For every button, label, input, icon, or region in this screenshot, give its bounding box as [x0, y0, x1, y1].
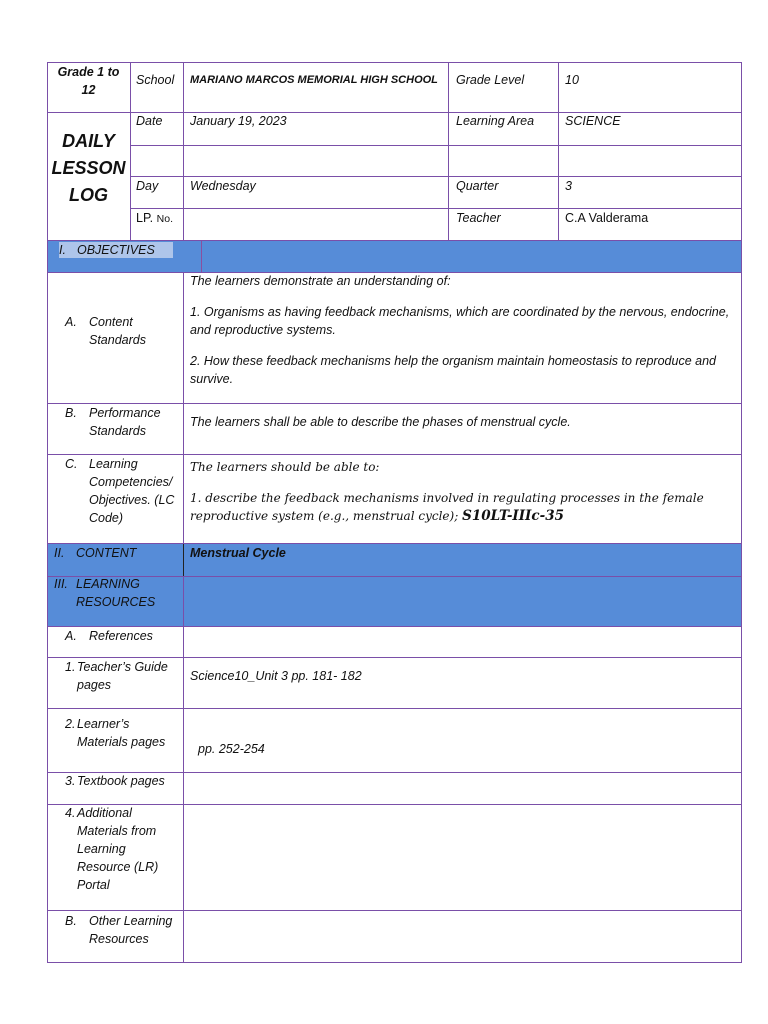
item-num: 3.	[65, 774, 76, 788]
resources-num: III.	[54, 577, 68, 591]
grid-line	[448, 62, 449, 241]
grid-line	[183, 62, 184, 241]
item-label: Additional Materials from Learning Resource (LR) Portal	[77, 806, 159, 892]
content-standards-label	[65, 313, 180, 349]
quarter-value: 3	[565, 179, 572, 193]
additional-materials-label	[65, 804, 180, 894]
item-label: Learning Competencies/ Objectives. (LC Code)	[89, 457, 175, 525]
grid-line	[183, 272, 184, 962]
item-num: 2.	[65, 717, 76, 731]
learners-materials-label	[65, 715, 180, 751]
item-letter: A.	[65, 629, 77, 643]
objectives-heading	[59, 241, 173, 259]
item-letter: C.	[65, 457, 78, 471]
competencies-point-1-text: 1. describe the feedback mechanisms involved in regulating processes in the female reproductive system (e.g., menstrual cycle);	[190, 491, 704, 523]
grid-line	[130, 62, 131, 241]
other-resources-label	[65, 912, 180, 948]
grid-line	[47, 543, 742, 544]
item-letter: B.	[65, 406, 77, 420]
grid-line	[183, 544, 184, 576]
lesson-log-title	[47, 128, 130, 209]
performance-standards-text: The learners shall be able to describe the phases of menstrual cycle.	[190, 415, 571, 429]
lp-label-main: LP.	[136, 211, 154, 225]
date-label: Date	[136, 114, 163, 128]
content-standards-point-1: 1. Organisms as having feedback mechanisms, which are coordinated by the nervous, endocrine, and reproductive systems.	[190, 305, 730, 337]
school-label: School	[136, 73, 175, 87]
item-label: Learner’s Materials pages	[77, 717, 166, 749]
item-num: 1.	[65, 660, 76, 674]
item-letter: B.	[65, 914, 77, 928]
content-standards-text	[190, 272, 735, 388]
grid-line	[47, 962, 742, 963]
item-label: References	[89, 629, 153, 643]
objectives-label: OBJECTIVES	[77, 243, 155, 257]
quarter-label: Quarter	[456, 179, 499, 193]
performance-standards-label	[65, 404, 180, 440]
competencies-point-1	[190, 489, 735, 525]
teachers-guide-label	[65, 658, 180, 694]
learning-area-label: Learning Area	[456, 114, 535, 128]
grade-level-label: Grade Level	[456, 73, 525, 87]
content-value: Menstrual Cycle	[190, 546, 286, 560]
content-label: CONTENT	[76, 546, 137, 560]
lp-label-small: No.	[156, 213, 173, 225]
learning-area-value: SCIENCE	[565, 114, 621, 128]
teacher-value: C.A Valderama	[565, 211, 649, 225]
learners-materials-value: pp. 252-254	[198, 742, 265, 756]
title-line: LOG	[69, 185, 108, 205]
item-label: Content Standards	[89, 315, 146, 347]
content-heading	[54, 544, 136, 562]
item-label: Textbook pages	[77, 774, 165, 788]
content-num: II.	[54, 546, 65, 560]
competencies-label	[65, 455, 183, 527]
title-line: DAILY	[62, 131, 115, 151]
content-standards-intro: The learners demonstrate an understanding of:	[190, 274, 451, 288]
teacher-label: Teacher	[456, 211, 501, 225]
item-label: Performance Standards	[89, 406, 161, 438]
item-letter: A.	[65, 315, 77, 329]
item-label: Teacher’s Guide pages	[77, 660, 168, 692]
school-value: MARIANO MARCOS MEMORIAL HIGH SCHOOL	[190, 74, 438, 86]
learning-resources-heading	[54, 575, 179, 611]
grid-line	[47, 910, 742, 911]
teachers-guide-value: Science10_Unit 3 pp. 181- 182	[190, 669, 362, 683]
grid-line	[558, 62, 559, 241]
resources-label: LEARNING RESOURCES	[76, 577, 156, 609]
grid-line	[47, 62, 742, 63]
objectives-heading-highlight	[59, 242, 173, 258]
grid-line	[47, 708, 742, 709]
day-label: Day	[136, 179, 159, 193]
grid-line	[130, 208, 742, 209]
day-value: Wednesday	[190, 179, 256, 193]
content-standards-point-2: 2. How these feedback mechanisms help the organism maintain homeostasis to reproduce and survive.	[190, 354, 716, 386]
textbook-label	[65, 772, 165, 790]
grid-line	[741, 62, 742, 963]
grid-line	[130, 145, 742, 146]
date-value: January 19, 2023	[190, 114, 287, 128]
grid-line	[201, 241, 202, 272]
content-band	[47, 544, 741, 576]
competencies-intro: The learners should be able to:	[190, 460, 380, 474]
grade-level-value: 10	[565, 73, 579, 87]
competencies-text	[190, 458, 735, 525]
objectives-num: I.	[59, 243, 66, 257]
lc-code: S10LT-IIIc-35	[462, 508, 564, 524]
grade-range: Grade 1 to 12	[57, 65, 120, 97]
references-label	[65, 627, 153, 645]
title-line: LESSON	[51, 158, 126, 178]
item-num: 4.	[65, 806, 76, 820]
item-label: Other Learning Resources	[89, 914, 173, 946]
lp-number-label	[136, 209, 173, 228]
